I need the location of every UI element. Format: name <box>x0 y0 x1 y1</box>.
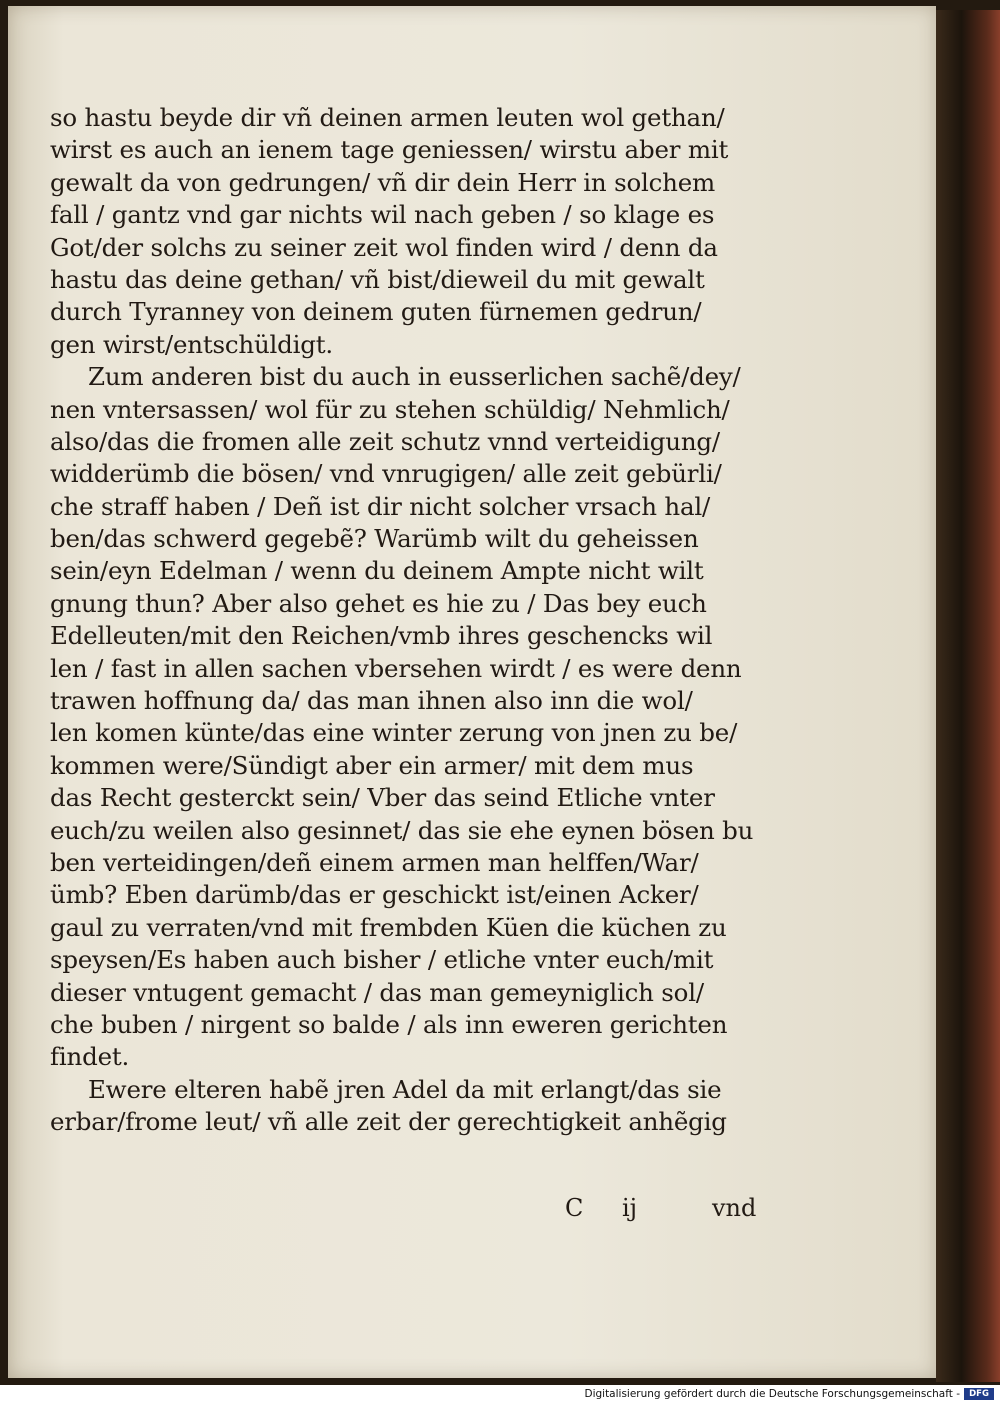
text-line: sein/eyn Edelman / wenn du deinem Ampte nicht wilt <box>50 556 704 586</box>
text-line: erbar/frome leut/ vñ alle zeit der gerechtigkeit anhẽgig <box>50 1107 727 1137</box>
text-line: findet. <box>50 1042 130 1072</box>
text-line: Got/der solchs zu seiner zeit wol finden wird / denn da <box>50 232 718 262</box>
text-line: also/das die fromen alle zeit schutz vnnd verteidigung/ <box>50 426 720 456</box>
text-line: che buben / nirgent so balde / als inn eweren gerichten <box>50 1009 728 1039</box>
text-line: so hastu beyde dir vñ deinen armen leuten wol gethan/ <box>50 103 725 132</box>
catchword: vnd <box>712 1194 757 1222</box>
text-line: gen wirst/entschüldigt. <box>50 329 333 359</box>
text-line: widderümb die bösen/ vnd vnrugigen/ alle zeit gebürli/ <box>50 459 722 489</box>
text-line: kommen were/Sündigt aber ein armer/ mit dem mus <box>50 750 694 780</box>
text-line: wirst es auch an ienem tage geniessen/ wirstu aber mit <box>50 135 729 165</box>
text-line: che straff haben / Deñ ist dir nicht solcher vrsach hal/ <box>50 491 711 521</box>
text-line: Edelleuten/mit den Reichen/vmb ihres geschencks wil <box>50 621 713 651</box>
text-line: nen vntersassen/ wol für zu stehen schüldig/ Nehmlich/ <box>50 394 730 424</box>
funding-credit: Digitalisierung gefördert durch die Deutsche Forschungsgemeinschaft - <box>584 1388 960 1400</box>
page-text <box>50 102 790 1139</box>
book-edge <box>936 10 1000 1382</box>
text-line: len komen künte/das eine winter zerung von jnen zu be/ <box>50 718 738 748</box>
text-line: hastu das deine gethan/ vñ bist/dieweil du mit gewalt <box>50 264 705 294</box>
text-line: ümb? Eben darümb/das er geschickt ist/einen Acker/ <box>50 880 699 910</box>
text-line: gewalt da von gedrungen/ vñ dir dein Herr in solchem <box>50 167 716 197</box>
signature-mark: C <box>565 1194 584 1222</box>
text-line: speysen/Es haben auch bisher / etliche vnter euch/mit <box>50 945 714 975</box>
text-line: trawen hoffnung da/ das man ihnen also inn die wol/ <box>50 686 693 716</box>
text-line: euch/zu weilen also gesinnet/ das sie ehe eynen bösen bu <box>50 815 754 845</box>
text-line: len / fast in allen sachen vbersehen wirdt / es were denn <box>50 653 742 683</box>
text-line: gnung thun? Aber also gehet es hie zu / Das bey euch <box>50 588 707 618</box>
folio-number: ij <box>622 1194 638 1222</box>
text-line: fall / gantz vnd gar nichts wil nach geben / so klage es <box>50 200 715 230</box>
dfg-logo: DFG <box>964 1388 994 1400</box>
text-line: durch Tyranney von deinem guten fürnemen gedrun/ <box>50 297 702 327</box>
text-line: dieser vntugent gemacht / das man gemeyniglich sol/ <box>50 977 704 1007</box>
text-line: ben verteidingen/deñ einem armen man helffen/War/ <box>50 847 699 877</box>
text-line: das Recht gesterckt sein/ Vber das seind Etliche vnter <box>50 783 715 813</box>
paragraph-start-line: Zum anderen bist du auch in eusserlichen sachẽ/dey/ <box>88 362 741 392</box>
text-line: gaul zu verraten/vnd mit frembden Küen die küchen zu <box>50 912 727 942</box>
paragraph-start-line: Ewere elteren habẽ jren Adel da mit erlangt/das sie <box>88 1074 722 1104</box>
text-line: ben/das schwerd gegebẽ? Warümb wilt du geheissen <box>50 524 699 554</box>
